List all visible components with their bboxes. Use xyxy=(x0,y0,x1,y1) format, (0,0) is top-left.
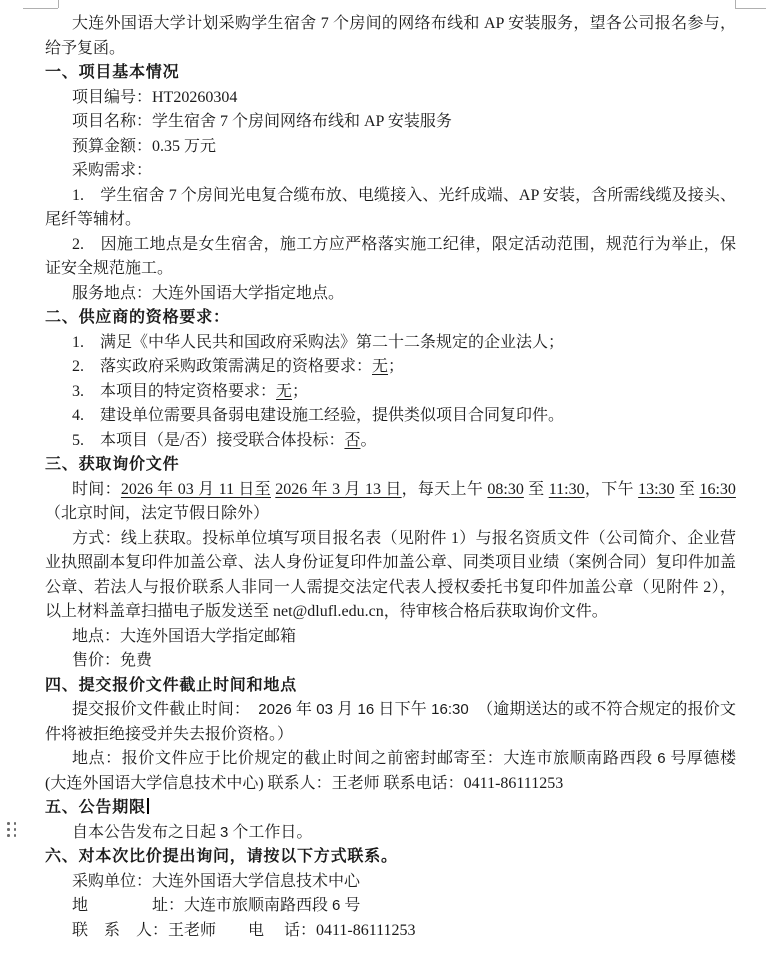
text-run: 地点：大连外国语大学指定邮箱 xyxy=(72,627,297,645)
text-run: 提交报价文件截止时间： xyxy=(72,701,259,718)
text-run: 售价：免费 xyxy=(72,652,153,669)
submission-deadline xyxy=(45,698,736,747)
qualification-5 xyxy=(45,429,736,454)
demand-item-2 xyxy=(45,233,736,282)
text-run: 时间： xyxy=(72,480,121,498)
purchaser-unit xyxy=(45,870,736,895)
section-1-heading xyxy=(45,61,736,86)
text-run: 2026 年 03 月 11 日至 xyxy=(120,480,271,498)
text-run: （逾期送达的或不符合规定的报价文件将被拒绝接受并失去报价资格。） xyxy=(45,701,736,743)
text-run: 号 xyxy=(340,897,361,914)
text-run: ； xyxy=(292,382,309,400)
text-run: 地点：报价文件应于比价规定的截止时间之前密封邮寄至：大连市旅顺南路西段 xyxy=(72,750,658,767)
text-run: 地 址：大连市旅顺南路西段 xyxy=(72,897,333,914)
text-run: 2. 因施工地点是女生宿舍，施工方应严格落实施工纪律，限定活动范围，规范行为举止，保证安全规范施工。 xyxy=(45,235,736,277)
document-body[interactable] xyxy=(45,12,740,943)
procurement-demand-label xyxy=(45,159,736,184)
text-run: 5. 本项目（是/否）接受联合体投标： xyxy=(72,431,345,449)
text-run: 08:30 xyxy=(487,480,524,498)
section-3-heading xyxy=(45,453,736,478)
text-run: 2026 xyxy=(258,701,292,718)
project-number xyxy=(45,86,736,111)
purchaser-address xyxy=(45,894,736,919)
text-run: 6 xyxy=(332,897,341,914)
text-run: 月 xyxy=(332,701,358,718)
qualification-4 xyxy=(45,404,736,429)
announcement-period xyxy=(45,821,736,846)
demand-item-1 xyxy=(45,184,736,233)
text-run: 1. 学生宿舍 7 个房间光电复合缆布放、电缆接入、光纤成端、AP 安装，含所需线缆及接头、尾纤等辅材。 xyxy=(45,186,736,228)
text-run: 自本公告发布之日起 xyxy=(72,823,221,841)
text-run: 个工作日。 xyxy=(228,823,313,841)
text-run: 11:30 xyxy=(548,480,585,498)
project-name xyxy=(45,110,736,135)
drag-handle-icon[interactable] xyxy=(7,822,17,838)
text-run: 项目编号：HT20260304 xyxy=(72,88,238,106)
text-run: ； xyxy=(388,358,405,375)
submission-location xyxy=(45,747,740,796)
budget-amount xyxy=(45,135,736,160)
text-run: 3. 本项目的特定资格要求： xyxy=(72,382,277,400)
service-location xyxy=(45,282,736,307)
text-run: 4. 建设单位需要具备弱电建设施工经验，提供类似项目合同复印件。 xyxy=(72,407,565,424)
text-run: 16:30 xyxy=(431,701,469,718)
text-run: 2026 年 3 月 13 日 xyxy=(275,480,402,498)
text-run: 五、公告期限 xyxy=(45,799,146,816)
text-run: 6 xyxy=(657,750,666,767)
inquiry-location xyxy=(45,625,736,650)
text-run: 。 xyxy=(360,431,377,449)
text-run: 六、对本次比价提出询问，请按以下方式联系。 xyxy=(45,848,398,865)
section-6-heading xyxy=(45,845,736,870)
inquiry-time xyxy=(45,478,736,527)
text-run: （北京时间，法定节假日除外） xyxy=(45,505,270,522)
text-run: 13:30 xyxy=(638,480,675,498)
text-run: 采购需求： xyxy=(72,162,153,179)
text-run: 方式：线上获取。投标单位填写项目报名表（见附件 1）与报名资质文件（公司简介、企业营业执照副本复印件加盖公章、法人身份证复印件加盖公章、同类项目业绩（案例合同）复印件加盖公章、若法人与报价联系人非同一人需提交法定代表人授权委托书复印件加盖公章（见附件 2），以上材料盖章扫描电子版发送至 net@dlufl.edu.cn，待审核合格后获取询价文件。 xyxy=(45,529,736,620)
qualification-2 xyxy=(45,355,736,380)
text-run: 日下午 xyxy=(374,701,432,718)
text-run: 16 xyxy=(357,701,375,718)
text-cursor xyxy=(147,798,149,814)
text-run: 2. 落实政府采购政策需满足的资格要求： xyxy=(72,358,373,375)
text-run: 项目名称：学生宿舍 7 个房间网络布线和 AP 安装服务 xyxy=(72,113,452,130)
text-run: 预算金额：0.35 万元 xyxy=(72,137,217,155)
text-run: 二、供应商的资格要求： xyxy=(45,309,230,326)
text-run: 年 xyxy=(291,701,317,718)
purchaser-contact xyxy=(45,919,736,944)
section-4-heading xyxy=(45,674,736,699)
document-price xyxy=(45,649,736,674)
text-run: 号厚德楼 (大连外国语大学信息技术中心) 联系人：王老师 联系电话：0411-86111253 xyxy=(45,750,740,792)
text-run: 16:30 xyxy=(699,480,736,498)
text-run: 03 xyxy=(316,701,333,718)
text-run: ，每天上午 xyxy=(401,480,488,498)
section-2-heading xyxy=(45,306,736,331)
section-5-heading xyxy=(45,796,736,821)
text-run: 联 系 人：王老师 电 话：0411-86111253 xyxy=(72,921,416,939)
text-run: 三、获取询价文件 xyxy=(45,456,180,473)
text-run: 大连外国语大学计划采购学生宿舍 7 个房间的网络布线和 AP 安装服务，望各公司报名参与，给予复函。 xyxy=(45,15,736,57)
text-run: 服务地点：大连外国语大学指定地点。 xyxy=(72,284,345,302)
text-run: 3 xyxy=(220,823,229,841)
text-run: 一、项目基本情况 xyxy=(45,64,180,81)
text-run: 否 xyxy=(344,431,361,449)
text-run: 至 xyxy=(674,480,700,498)
text-run: 无 xyxy=(372,358,389,375)
text-run: 1. 满足《中华人民共和国政府采购法》第二十二条规定的企业法人； xyxy=(72,333,565,351)
text-run: ，下午 xyxy=(584,480,639,498)
text-run: 至 xyxy=(523,480,549,498)
text-run: 四、提交报价文件截止时间和地点 xyxy=(45,676,298,694)
text-run: 采购单位：大连外国语大学信息技术中心 xyxy=(72,872,361,890)
qualification-1 xyxy=(45,331,736,356)
text-run: 无 xyxy=(276,382,293,400)
qualification-3 xyxy=(45,380,736,405)
inquiry-method xyxy=(45,527,736,625)
intro-paragraph xyxy=(45,12,736,61)
